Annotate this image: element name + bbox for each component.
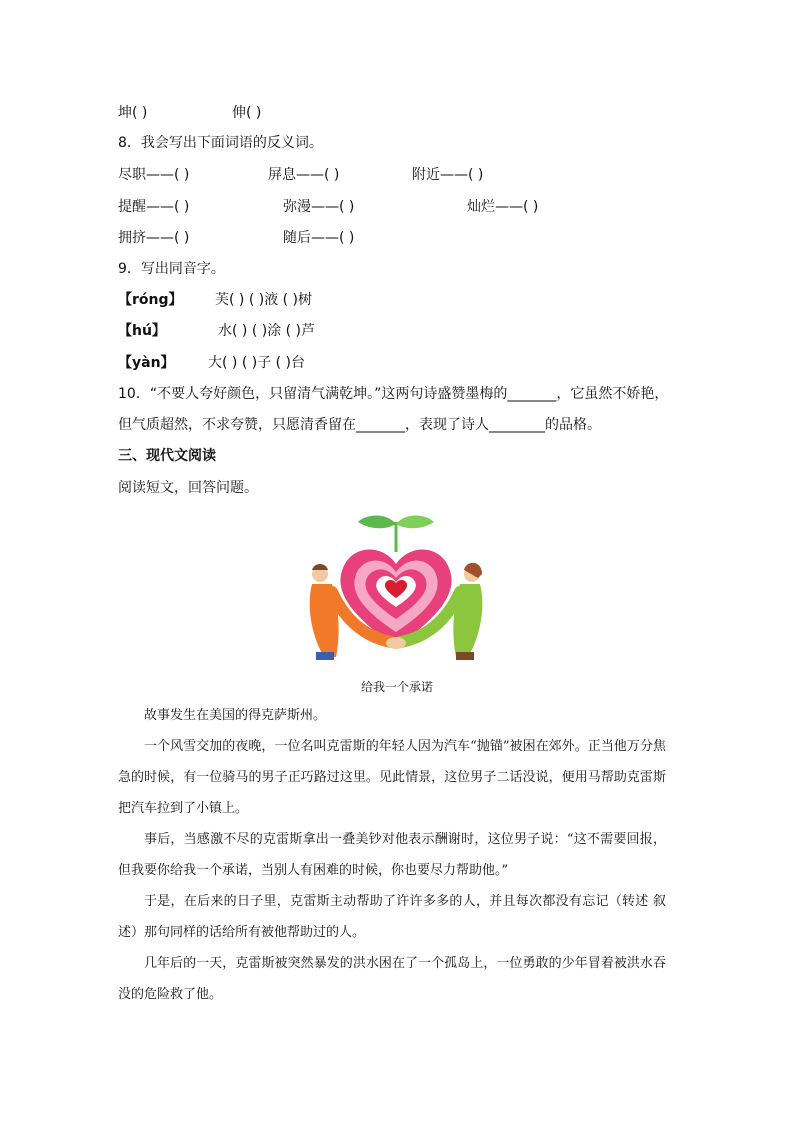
q9-items: 水( ) ( )涂 ( )芦 <box>218 323 316 339</box>
reading-instruction: 阅读短文，回答问题。 <box>118 480 258 496</box>
heart-sprout-handshake-icon <box>306 512 486 662</box>
story-paragraph: 几年后的一天，克雷斯被突然暴发的洪水困在了一个孤岛上，一位勇敢的少年冒着被洪水吞没的危险救了他。 <box>118 956 666 1002</box>
story-text <box>118 700 666 1010</box>
q9-items: 大( ) ( )子 ( )台 <box>208 355 306 371</box>
q8-item: 附近——( ) <box>412 167 484 183</box>
q8-item: 拥挤——( ) <box>118 230 190 246</box>
q10-line1: 10．“不要人夸好颜色，只留清气满乾坤。”这两句诗盛赞墨梅的_______，它虽然不娇艳， <box>118 386 669 402</box>
q9-pinyin: 【róng】 <box>118 292 183 308</box>
q8-item: 屏息——( ) <box>268 167 340 183</box>
q8-item: 灿烂——( ) <box>467 199 539 215</box>
q9-pinyin: 【yàn】 <box>118 355 175 371</box>
q8-item: 提醒——( ) <box>118 199 190 215</box>
q7-item-kun: 坤( ) <box>118 105 148 121</box>
q10-line2: 但气质超然，不求夸赞，只愿清香留在_______，表现了诗人________的品格。 <box>118 417 601 433</box>
q8-title: 8．我会写出下面词语的反义词。 <box>118 135 323 151</box>
q8-item: 尽职——( ) <box>118 167 190 183</box>
story-paragraph: 故事发生在美国的得克萨斯州。 <box>144 708 327 723</box>
illustration-caption: 给我一个承诺 <box>360 680 433 694</box>
story-paragraph: 于是，在后来的日子里，克雷斯主动帮助了许许多多的人，并且每次都没有忘记（转述 叙述）那句同样的话给所有被他帮助过的人。 <box>118 894 666 940</box>
section-heading: 三、现代文阅读 <box>118 448 216 464</box>
story-paragraph: 事后，当感激不尽的克雷斯拿出一叠美钞对他表示酬谢时，这位男子说：“这不需要回报，但我要你给我一个承诺，当别人有困难的时候，你也要尽力帮助他。” <box>118 832 666 878</box>
story-paragraph: 一个风雪交加的夜晚，一位名叫克雷斯的年轻人因为汽车“抛锚”被困在郊外。正当他万分焦急的时候，有一位骑马的男子正巧路过这里。见此情景，这位男子二话没说，便用马帮助克雷斯把汽车拉到了小镇上。 <box>118 739 666 816</box>
q9-items: 芙( ) ( )液 ( )树 <box>215 292 313 308</box>
q9-pinyin: 【hú】 <box>118 323 166 339</box>
q7-item-shen: 伸( ) <box>232 105 262 121</box>
q8-item: 随后——( ) <box>283 230 355 246</box>
q9-title: 9．写出同音字。 <box>118 261 225 277</box>
q8-item: 弥漫——( ) <box>283 199 355 215</box>
